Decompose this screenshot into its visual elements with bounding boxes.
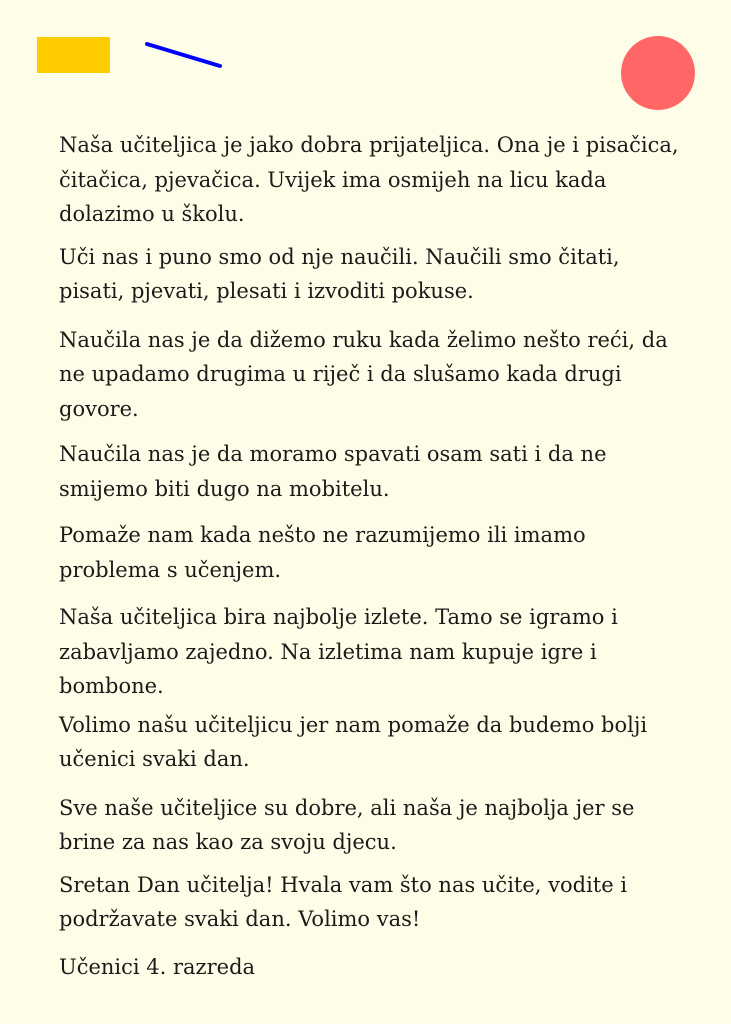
paragraph-best-teacher: Sve naše učiteljice su dobre, ali naša je najbolja jer se brine za nas kao za svoju djecu. bbox=[59, 795, 635, 854]
paragraph-teacher-friend: Naša učiteljica je jako dobra prijateljica. Ona je i pisačica, čitačica, pjevačica. Uvijek ima osmijeh na licu kada dolazimo u školu. bbox=[59, 133, 679, 226]
red-circle-decoration bbox=[621, 36, 695, 110]
paragraph-field-trips: Naša učiteljica bira najbolje izlete. Tamo se igramo i zabavljamo zajedno. Na izletima nam kupuje igre i bombone. bbox=[59, 605, 618, 698]
yellow-rectangle-decoration bbox=[37, 37, 110, 73]
paragraph-love-teacher: Volimo našu učiteljicu jer nam pomaže da budemo bolji učenici svaki dan. bbox=[59, 712, 648, 771]
letter-body bbox=[59, 128, 689, 984]
paragraph-manners: Naučila nas je da dižemo ruku kada želimo nešto reći, da ne upadamo drugima u riječ i da slušamo kada drugi govore. bbox=[59, 327, 668, 421]
paragraph-sleep-phone: Naučila nas je da moramo spavati osam sati i da ne smijemo biti dugo na mobitelu. bbox=[59, 442, 607, 501]
paragraph-learned-skills: Uči nas i puno smo od nje naučili. Naučili smo čitati, pisati, pjevati, plesati i izvoditi pokuse. bbox=[59, 244, 620, 303]
paragraph-help-learning: Pomaže nam kada nešto ne razumijemo ili imamo problema s učenjem. bbox=[59, 523, 586, 582]
blue-line-decoration bbox=[140, 34, 230, 74]
signature: Učenici 4. razreda bbox=[59, 954, 256, 979]
paragraph-teachers-day: Sretan Dan učitelja! Hvala vam što nas učite, vodite i podržavate svaki dan. Volimo vas! bbox=[59, 872, 628, 931]
